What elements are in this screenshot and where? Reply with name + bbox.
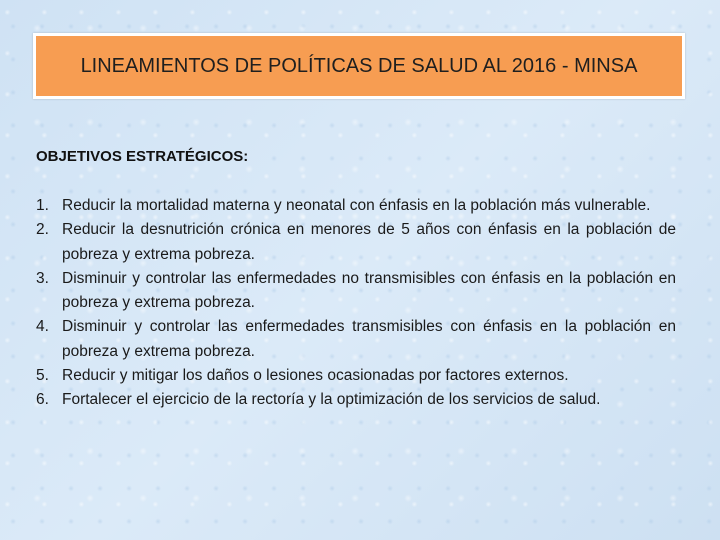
list-item-number: 2. xyxy=(36,221,49,239)
list-item-number: 6. xyxy=(36,391,49,409)
list-item-number: 1. xyxy=(36,197,49,214)
list-item-text: Reducir la mortalidad materna y neonatal con énfasis en la población más vulnerable. xyxy=(62,197,651,214)
list-item-text: Reducir la desnutrición crónica en menores de 5 años con énfasis en la población de pobreza y extrema pobreza. xyxy=(62,221,676,263)
list-item-number: 4. xyxy=(36,318,49,336)
objectives-list xyxy=(36,194,676,413)
list-item xyxy=(36,388,676,412)
list-item xyxy=(36,267,676,316)
list-item-text: Reducir y mitigar los daños o lesiones ocasionadas por factores externos. xyxy=(62,367,569,385)
list-item xyxy=(36,364,676,388)
list-item-number: 5. xyxy=(36,367,49,385)
list-item xyxy=(36,218,676,267)
list-item xyxy=(36,194,676,218)
list-item xyxy=(36,315,676,364)
list-item-text: Disminuir y controlar las enfermedades transmisibles con énfasis en la población en pobreza y extrema pobreza. xyxy=(62,318,676,360)
list-item-number: 3. xyxy=(36,269,49,287)
list-item-text: Disminuir y controlar las enfermedades no transmisibles con énfasis en la población en pobreza y extrema pobreza. xyxy=(62,269,676,312)
slide-title: LINEAMIENTOS DE POLÍTICAS DE SALUD AL 2016 - MINSA xyxy=(80,55,638,77)
section-heading: OBJETIVOS ESTRATÉGICOS: xyxy=(36,148,249,165)
title-banner xyxy=(33,33,685,99)
list-item-text: Fortalecer el ejercicio de la rectoría y la optimización de los servicios de salud. xyxy=(62,391,601,409)
